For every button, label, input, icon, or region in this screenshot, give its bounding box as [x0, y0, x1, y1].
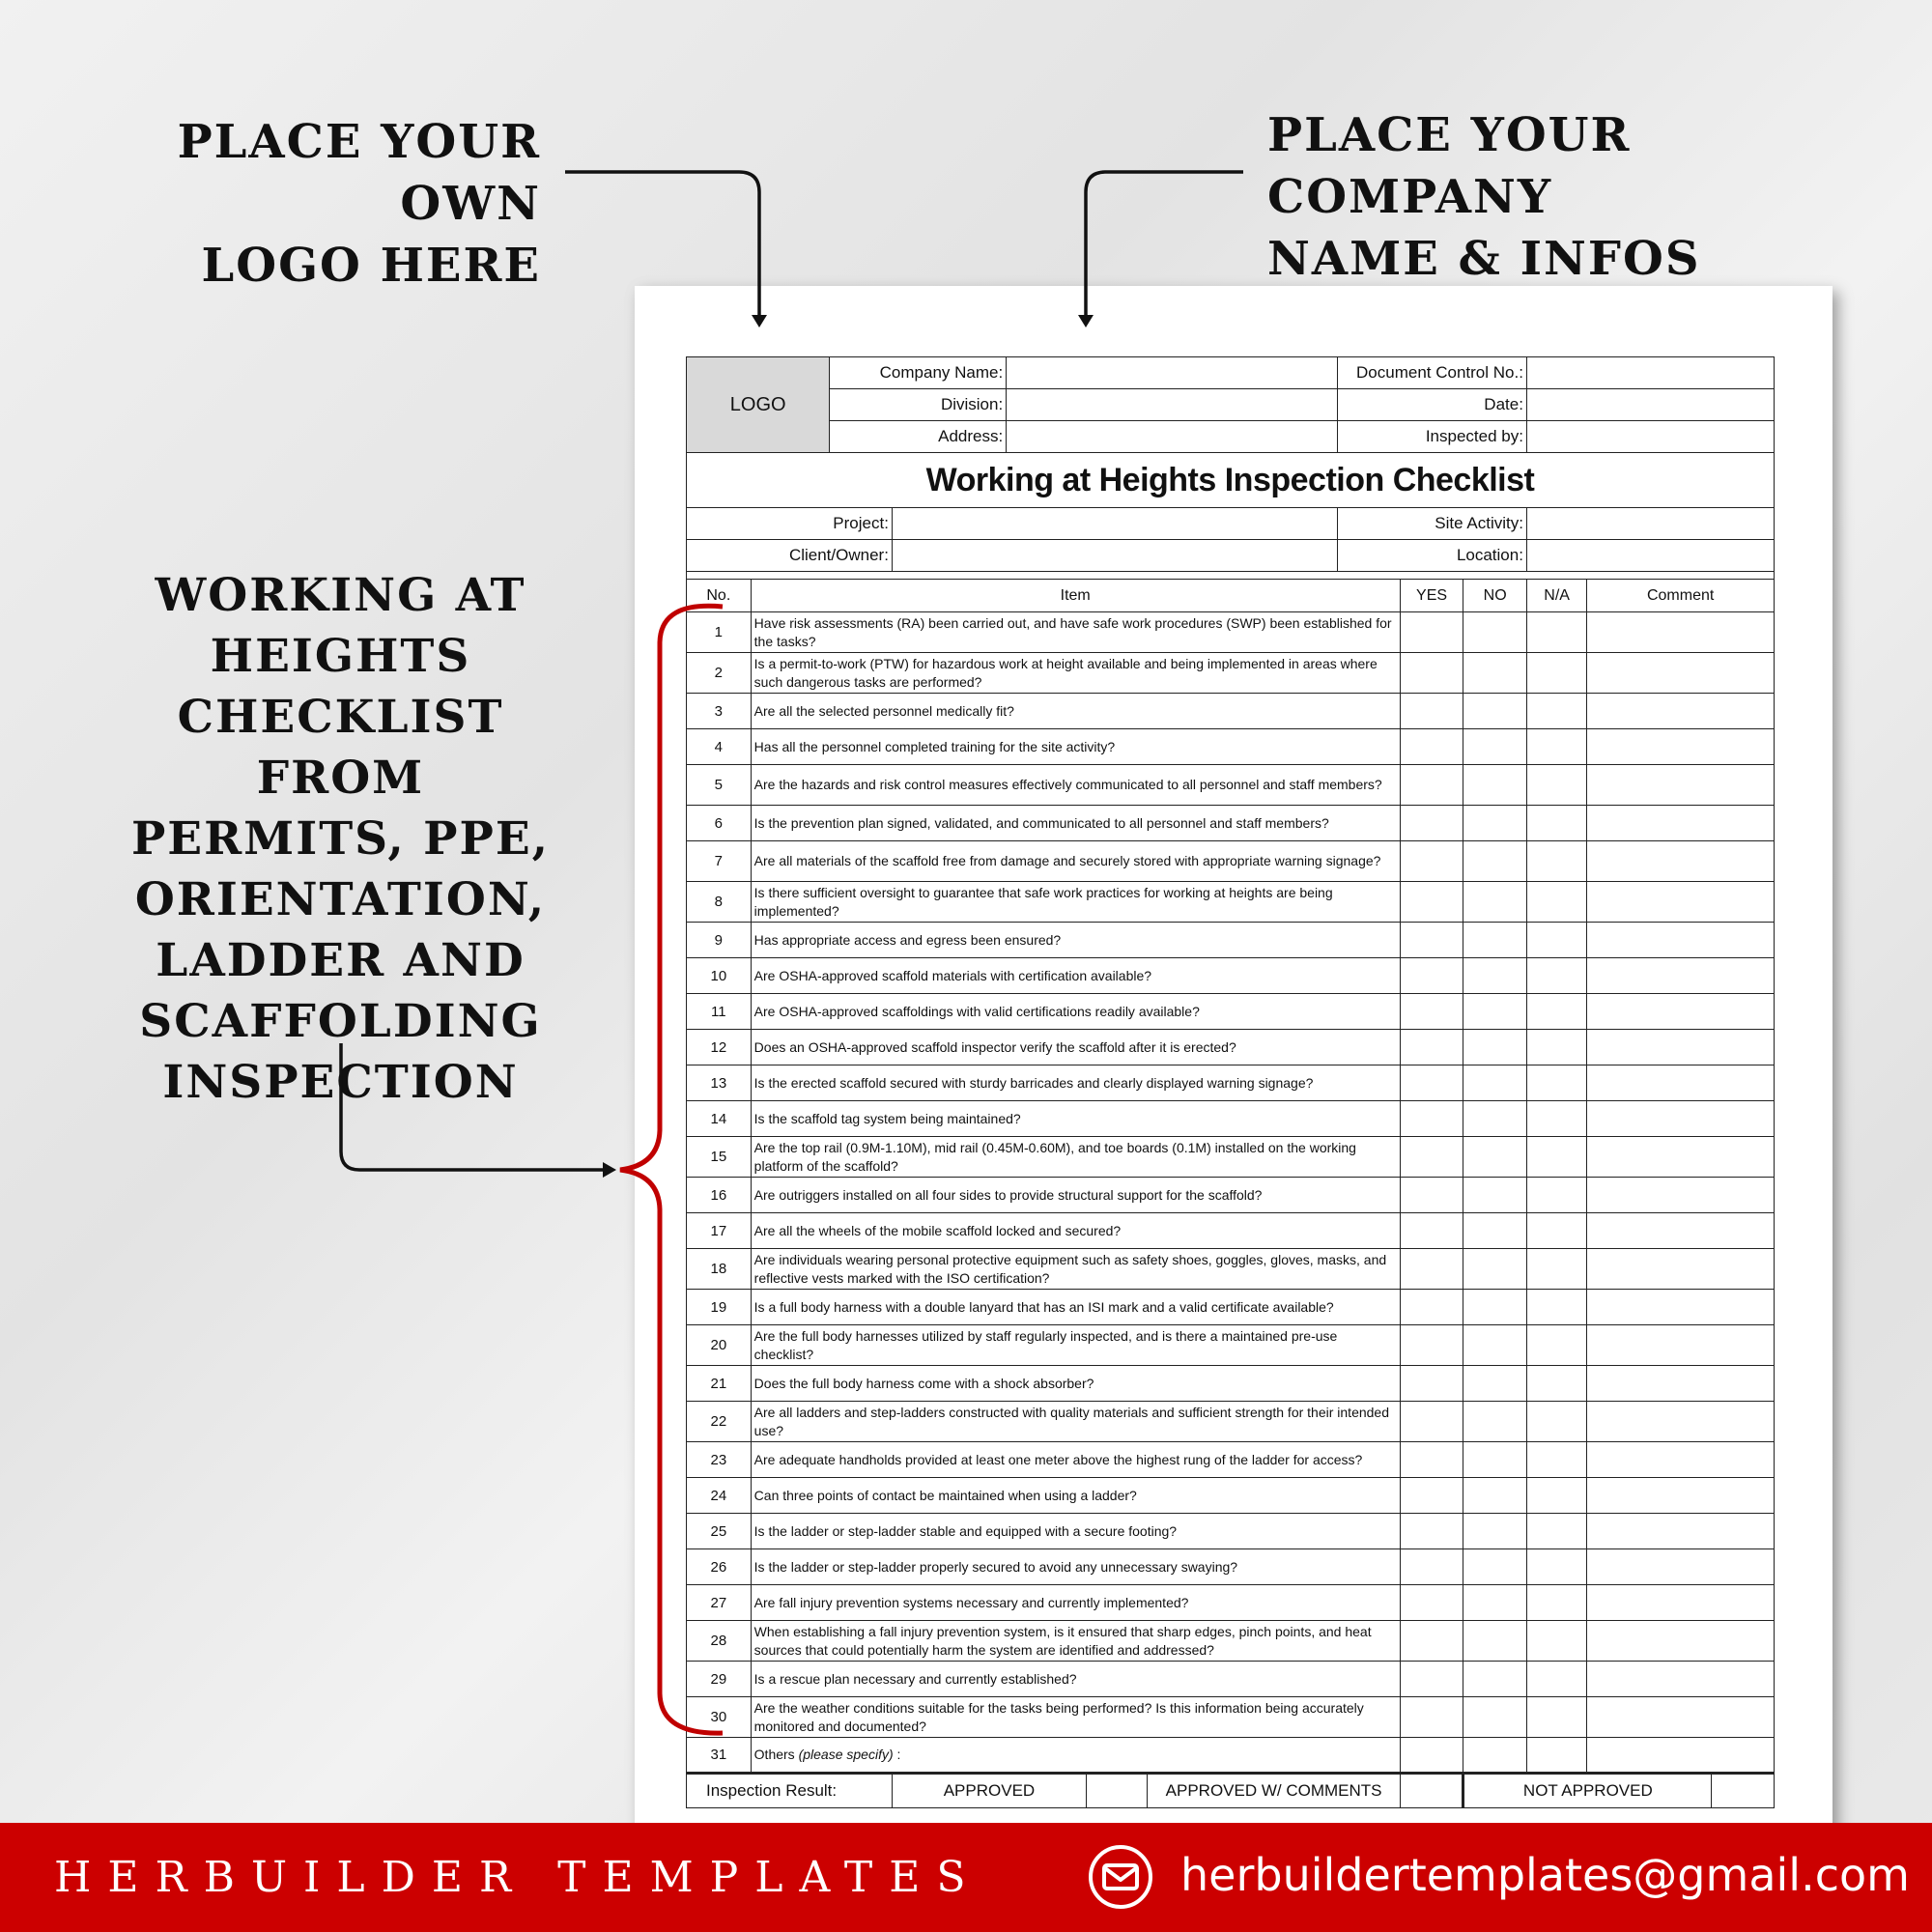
table-row — [687, 1662, 1775, 1697]
inspection-result-row — [687, 1774, 1775, 1808]
comment-cell[interactable] — [1587, 1697, 1775, 1738]
project-label: Project: — [687, 508, 893, 540]
item-number: 5 — [687, 765, 752, 806]
na-cell[interactable] — [1526, 1402, 1586, 1442]
yes-cell[interactable] — [1400, 729, 1463, 765]
yes-cell[interactable] — [1400, 1030, 1463, 1065]
comment-cell[interactable] — [1587, 1249, 1775, 1290]
item-question-note: (please specify) — [798, 1747, 894, 1762]
item-question: Has appropriate access and egress been ensured? — [751, 923, 1400, 958]
yes-cell[interactable] — [1400, 765, 1463, 806]
item-question: Is the prevention plan signed, validated, and communicated to all personnel and staff members? — [751, 806, 1400, 841]
yes-cell[interactable] — [1400, 1065, 1463, 1101]
yes-cell[interactable] — [1400, 958, 1463, 994]
item-question: Are individuals wearing personal protective equipment such as safety shoes, goggles, gloves, masks, and reflective vests marked with the ISO certification? — [751, 1249, 1400, 1290]
column-header-comment: Comment — [1587, 580, 1775, 612]
table-row — [687, 1101, 1775, 1137]
no-cell[interactable] — [1463, 994, 1527, 1030]
item-number: 3 — [687, 694, 752, 729]
yes-cell[interactable] — [1400, 1366, 1463, 1402]
item-question: Are OSHA-approved scaffoldings with valid certifications readily available? — [751, 994, 1400, 1030]
yes-cell[interactable] — [1400, 923, 1463, 958]
item-number: 27 — [687, 1585, 752, 1621]
item-question — [751, 1738, 1400, 1774]
no-cell[interactable] — [1463, 765, 1527, 806]
no-cell[interactable] — [1463, 923, 1527, 958]
item-question: Are the full body harnesses utilized by staff regularly inspected, and is there a maintained pre-use checklist? — [751, 1325, 1400, 1366]
client-owner-field[interactable] — [892, 540, 1337, 572]
table-row — [687, 612, 1775, 653]
item-number: 28 — [687, 1621, 752, 1662]
no-cell[interactable] — [1463, 806, 1527, 841]
na-cell[interactable] — [1526, 1101, 1586, 1137]
no-cell[interactable] — [1463, 653, 1527, 694]
no-cell[interactable] — [1463, 882, 1527, 923]
no-cell[interactable] — [1463, 1478, 1527, 1514]
item-question: When establishing a fall injury prevention system, is it ensured that sharp edges, pinch points, and heat sources that could potentially harm the system are identified and addressed? — [751, 1621, 1400, 1662]
yes-cell[interactable] — [1400, 1137, 1463, 1178]
yes-cell[interactable] — [1400, 1621, 1463, 1662]
company-name-field[interactable] — [1007, 357, 1338, 389]
na-cell[interactable] — [1526, 1249, 1586, 1290]
no-cell[interactable] — [1463, 1137, 1527, 1178]
no-cell[interactable] — [1463, 1697, 1527, 1738]
na-cell[interactable] — [1526, 882, 1586, 923]
site-activity-label: Site Activity: — [1338, 508, 1527, 540]
project-field[interactable] — [892, 508, 1337, 540]
comment-cell[interactable] — [1587, 653, 1775, 694]
yes-cell[interactable] — [1400, 1478, 1463, 1514]
column-header-yes: YES — [1400, 580, 1463, 612]
na-cell[interactable] — [1526, 1621, 1586, 1662]
yes-cell[interactable] — [1400, 1213, 1463, 1249]
comment-cell[interactable] — [1587, 765, 1775, 806]
item-number: 15 — [687, 1137, 752, 1178]
callout-checklist: WORKING AT HEIGHTS CHECKLIST FROM PERMITS, PPE, ORIENTATION, LADDER AND SCAFFOLDING INSPECTION — [130, 569, 551, 1109]
spacer-row — [687, 572, 1775, 580]
item-question: Is the ladder or step-ladder properly secured to avoid any unnecessary swaying? — [751, 1549, 1400, 1585]
item-question: Are the top rail (0.9M-1.10M), mid rail (0.45M-0.60M), and toe boards (0.1M) installed on the working platform of the scaffold? — [751, 1137, 1400, 1178]
no-cell[interactable] — [1463, 1662, 1527, 1697]
result-approved-label: APPROVED — [892, 1774, 1086, 1808]
item-question-text: Others — [753, 1747, 795, 1762]
table-row — [687, 765, 1775, 806]
inspected-by-label: Inspected by: — [1338, 421, 1527, 453]
no-cell[interactable] — [1463, 694, 1527, 729]
item-number: 29 — [687, 1662, 752, 1697]
document-control-field[interactable] — [1526, 357, 1774, 389]
item-question: Are all ladders and step-ladders constructed with quality materials and sufficient strength for their intended use? — [751, 1402, 1400, 1442]
item-number: 2 — [687, 653, 752, 694]
table-row — [687, 1030, 1775, 1065]
yes-cell[interactable] — [1400, 882, 1463, 923]
item-question: Is the ladder or step-ladder stable and equipped with a secure footing? — [751, 1514, 1400, 1549]
location-field[interactable] — [1526, 540, 1774, 572]
address-field[interactable] — [1007, 421, 1338, 453]
na-cell[interactable] — [1526, 1697, 1586, 1738]
item-question: Are the weather conditions suitable for the tasks being performed? Is this information being accurately monitored and documented? — [751, 1697, 1400, 1738]
na-cell[interactable] — [1526, 1137, 1586, 1178]
address-label: Address: — [830, 421, 1007, 453]
location-label: Location: — [1338, 540, 1527, 572]
comment-cell[interactable] — [1587, 1738, 1775, 1774]
yes-cell[interactable] — [1400, 612, 1463, 653]
na-cell[interactable] — [1526, 694, 1586, 729]
table-row — [687, 729, 1775, 765]
callout-company: PLACE YOUR COMPANY NAME & INFOS — [1267, 108, 1701, 286]
comment-cell[interactable] — [1587, 1549, 1775, 1585]
table-row — [687, 1621, 1775, 1662]
table-row — [687, 806, 1775, 841]
yes-cell[interactable] — [1400, 806, 1463, 841]
item-question: Is the erected scaffold secured with sturdy barricades and clearly displayed warning signage? — [751, 1065, 1400, 1101]
site-activity-field[interactable] — [1526, 508, 1774, 540]
item-question: Are all the selected personnel medically fit? — [751, 694, 1400, 729]
item-number: 17 — [687, 1213, 752, 1249]
item-number: 9 — [687, 923, 752, 958]
item-question: Is a rescue plan necessary and currently established? — [751, 1662, 1400, 1697]
comment-cell[interactable] — [1587, 1101, 1775, 1137]
no-cell[interactable] — [1463, 841, 1527, 882]
na-cell[interactable] — [1526, 1030, 1586, 1065]
inspection-result-label: Inspection Result: — [687, 1774, 893, 1808]
no-cell[interactable] — [1463, 1101, 1527, 1137]
checklist-form — [686, 356, 1775, 1808]
item-number: 7 — [687, 841, 752, 882]
na-cell[interactable] — [1526, 765, 1586, 806]
item-question: Are all the wheels of the mobile scaffold locked and secured? — [751, 1213, 1400, 1249]
date-field[interactable] — [1526, 389, 1774, 421]
yes-cell[interactable] — [1400, 1290, 1463, 1325]
no-cell[interactable] — [1463, 612, 1527, 653]
no-cell[interactable] — [1463, 1213, 1527, 1249]
na-cell[interactable] — [1526, 612, 1586, 653]
table-row — [687, 1325, 1775, 1366]
yes-cell[interactable] — [1400, 994, 1463, 1030]
item-number: 4 — [687, 729, 752, 765]
yes-cell[interactable] — [1400, 1442, 1463, 1478]
no-cell[interactable] — [1463, 729, 1527, 765]
yes-cell[interactable] — [1400, 1325, 1463, 1366]
callout-logo: PLACE YOUR OWN LOGO HERE — [177, 115, 541, 293]
item-number: 8 — [687, 882, 752, 923]
table-row — [687, 1178, 1775, 1213]
comment-cell[interactable] — [1587, 882, 1775, 923]
column-header-na: N/A — [1526, 580, 1586, 612]
item-question: Are fall injury prevention systems necessary and currently implemented? — [751, 1585, 1400, 1621]
na-cell[interactable] — [1526, 1514, 1586, 1549]
table-row — [687, 994, 1775, 1030]
column-header-item: Item — [751, 580, 1400, 612]
yes-cell[interactable] — [1400, 653, 1463, 694]
table-row — [687, 1442, 1775, 1478]
division-label: Division: — [830, 389, 1007, 421]
na-cell[interactable] — [1526, 923, 1586, 958]
table-row — [687, 1549, 1775, 1585]
na-cell[interactable] — [1526, 1662, 1586, 1697]
comment-cell[interactable] — [1587, 1621, 1775, 1662]
yes-cell[interactable] — [1400, 1697, 1463, 1738]
checklist-arrow-head — [603, 1162, 616, 1178]
comment-cell[interactable] — [1587, 612, 1775, 653]
result-not-approved-label: NOT APPROVED — [1463, 1774, 1712, 1808]
na-cell[interactable] — [1526, 653, 1586, 694]
comment-cell[interactable] — [1587, 1366, 1775, 1402]
brand-name: HERBUILDER TEMPLATES — [54, 1853, 982, 1902]
item-question: Does an OSHA-approved scaffold inspector verify the scaffold after it is erected? — [751, 1030, 1400, 1065]
item-number: 11 — [687, 994, 752, 1030]
item-question: Are adequate handholds provided at least one meter above the highest rung of the ladder for access? — [751, 1442, 1400, 1478]
no-cell[interactable] — [1463, 1249, 1527, 1290]
na-cell[interactable] — [1526, 1178, 1586, 1213]
na-cell[interactable] — [1526, 1585, 1586, 1621]
comment-cell[interactable] — [1587, 1442, 1775, 1478]
table-row — [687, 1514, 1775, 1549]
yes-cell[interactable] — [1400, 1101, 1463, 1137]
item-number: 13 — [687, 1065, 752, 1101]
na-cell[interactable] — [1526, 1290, 1586, 1325]
na-cell[interactable] — [1526, 1325, 1586, 1366]
table-row — [687, 694, 1775, 729]
item-number: 19 — [687, 1290, 752, 1325]
item-question: Is a permit-to-work (PTW) for hazardous work at height available and being implemented in areas where such dangerous tasks are performed? — [751, 653, 1400, 694]
item-number: 22 — [687, 1402, 752, 1442]
na-cell[interactable] — [1526, 1065, 1586, 1101]
date-label: Date: — [1338, 389, 1527, 421]
company-name-label: Company Name: — [830, 357, 1007, 389]
no-cell[interactable] — [1463, 1325, 1527, 1366]
item-number: 21 — [687, 1366, 752, 1402]
comment-cell[interactable] — [1587, 1585, 1775, 1621]
item-number: 23 — [687, 1442, 752, 1478]
item-number: 18 — [687, 1249, 752, 1290]
na-cell[interactable] — [1526, 729, 1586, 765]
column-header-row — [687, 580, 1775, 612]
item-number: 16 — [687, 1178, 752, 1213]
yes-cell[interactable] — [1400, 841, 1463, 882]
table-row — [687, 882, 1775, 923]
result-approved-comments-box[interactable] — [1400, 1774, 1463, 1808]
comment-cell[interactable] — [1587, 806, 1775, 841]
no-cell[interactable] — [1463, 1549, 1527, 1585]
no-cell[interactable] — [1463, 958, 1527, 994]
item-number: 12 — [687, 1030, 752, 1065]
comment-cell[interactable] — [1587, 994, 1775, 1030]
item-number: 10 — [687, 958, 752, 994]
yes-cell[interactable] — [1400, 1585, 1463, 1621]
item-number: 14 — [687, 1101, 752, 1137]
na-cell[interactable] — [1526, 1366, 1586, 1402]
yes-cell[interactable] — [1400, 1249, 1463, 1290]
no-cell[interactable] — [1463, 1402, 1527, 1442]
item-question: Are outriggers installed on all four sides to provide structural support for the scaffold? — [751, 1178, 1400, 1213]
na-cell[interactable] — [1526, 1213, 1586, 1249]
no-cell[interactable] — [1463, 1621, 1527, 1662]
client-owner-label: Client/Owner: — [687, 540, 893, 572]
table-row — [687, 841, 1775, 882]
table-row — [687, 1402, 1775, 1442]
table-row — [687, 1585, 1775, 1621]
comment-cell[interactable] — [1587, 1030, 1775, 1065]
yes-cell[interactable] — [1400, 1178, 1463, 1213]
yes-cell[interactable] — [1400, 1402, 1463, 1442]
logo-placeholder: LOGO — [687, 357, 830, 453]
item-number: 1 — [687, 612, 752, 653]
yes-cell[interactable] — [1400, 1662, 1463, 1697]
comment-cell[interactable] — [1587, 958, 1775, 994]
no-cell[interactable] — [1463, 1585, 1527, 1621]
no-cell[interactable] — [1463, 1738, 1527, 1774]
item-number: 6 — [687, 806, 752, 841]
result-not-approved-box[interactable] — [1712, 1774, 1775, 1808]
result-approved-box[interactable] — [1087, 1774, 1148, 1808]
inspected-by-field[interactable] — [1526, 421, 1774, 453]
comment-cell[interactable] — [1587, 1662, 1775, 1697]
table-row — [687, 653, 1775, 694]
item-question: Has all the personnel completed training for the site activity? — [751, 729, 1400, 765]
footer-bar — [0, 1823, 1932, 1932]
item-number: 20 — [687, 1325, 752, 1366]
item-question: Are OSHA-approved scaffold materials with certification available? — [751, 958, 1400, 994]
na-cell[interactable] — [1526, 1738, 1586, 1774]
na-cell[interactable] — [1526, 994, 1586, 1030]
mail-icon — [1086, 1842, 1155, 1912]
na-cell[interactable] — [1526, 806, 1586, 841]
item-number: 26 — [687, 1549, 752, 1585]
comment-cell[interactable] — [1587, 1290, 1775, 1325]
comment-cell[interactable] — [1587, 1402, 1775, 1442]
comment-cell[interactable] — [1587, 1478, 1775, 1514]
item-question: Are the hazards and risk control measures effectively communicated to all personnel and staff members? — [751, 765, 1400, 806]
na-cell[interactable] — [1526, 1442, 1586, 1478]
item-question: Is there sufficient oversight to guarantee that safe work practices for working at heights are being implemented? — [751, 882, 1400, 923]
item-number: 25 — [687, 1514, 752, 1549]
comment-cell[interactable] — [1587, 694, 1775, 729]
table-row — [687, 1366, 1775, 1402]
table-row — [687, 1249, 1775, 1290]
table-row — [687, 1065, 1775, 1101]
table-row — [687, 1697, 1775, 1738]
contact-email[interactable]: herbuildertemplates@gmail.com — [1180, 1849, 1910, 1901]
comment-cell[interactable] — [1587, 1178, 1775, 1213]
comment-cell[interactable] — [1587, 1137, 1775, 1178]
na-cell[interactable] — [1526, 1549, 1586, 1585]
item-question: Can three points of contact be maintained when using a ladder? — [751, 1478, 1400, 1514]
table-row — [687, 923, 1775, 958]
na-cell[interactable] — [1526, 1478, 1586, 1514]
table-row — [687, 1290, 1775, 1325]
item-number: 31 — [687, 1738, 752, 1774]
yes-cell[interactable] — [1400, 694, 1463, 729]
na-cell[interactable] — [1526, 958, 1586, 994]
division-field[interactable] — [1007, 389, 1338, 421]
item-question: Is a full body harness with a double lanyard that has an ISI mark and a valid certificate available? — [751, 1290, 1400, 1325]
comment-cell[interactable] — [1587, 923, 1775, 958]
column-header-no: No. — [687, 580, 752, 612]
item-question: Have risk assessments (RA) been carried out, and have safe work procedures (SWP) been established for the tasks? — [751, 612, 1400, 653]
no-cell[interactable] — [1463, 1366, 1527, 1402]
na-cell[interactable] — [1526, 841, 1586, 882]
comment-cell[interactable] — [1587, 729, 1775, 765]
no-cell[interactable] — [1463, 1178, 1527, 1213]
comment-cell[interactable] — [1587, 1514, 1775, 1549]
table-row — [687, 1137, 1775, 1178]
no-cell[interactable] — [1463, 1065, 1527, 1101]
no-cell[interactable] — [1463, 1514, 1527, 1549]
comment-cell[interactable] — [1587, 1325, 1775, 1366]
no-cell[interactable] — [1463, 1030, 1527, 1065]
yes-cell[interactable] — [1400, 1514, 1463, 1549]
item-number: 24 — [687, 1478, 752, 1514]
column-header-no-answer: NO — [1463, 580, 1527, 612]
item-number: 30 — [687, 1697, 752, 1738]
result-approved-comments-label: APPROVED W/ COMMENTS — [1148, 1774, 1400, 1808]
item-question-suffix: : — [893, 1747, 901, 1762]
table-row — [687, 1213, 1775, 1249]
page-title: Working at Heights Inspection Checklist — [687, 453, 1775, 508]
comment-cell[interactable] — [1587, 841, 1775, 882]
no-cell[interactable] — [1463, 1290, 1527, 1325]
comment-cell[interactable] — [1587, 1213, 1775, 1249]
no-cell[interactable] — [1463, 1442, 1527, 1478]
table-row — [687, 1738, 1775, 1774]
comment-cell[interactable] — [1587, 1065, 1775, 1101]
yes-cell[interactable] — [1400, 1549, 1463, 1585]
yes-cell[interactable] — [1400, 1738, 1463, 1774]
table-row — [687, 958, 1775, 994]
item-question: Are all materials of the scaffold free from damage and securely stored with appropriate warning signage? — [751, 841, 1400, 882]
item-question: Does the full body harness come with a shock absorber? — [751, 1366, 1400, 1402]
item-question: Is the scaffold tag system being maintained? — [751, 1101, 1400, 1137]
document-control-label: Document Control No.: — [1338, 357, 1527, 389]
table-row — [687, 1478, 1775, 1514]
